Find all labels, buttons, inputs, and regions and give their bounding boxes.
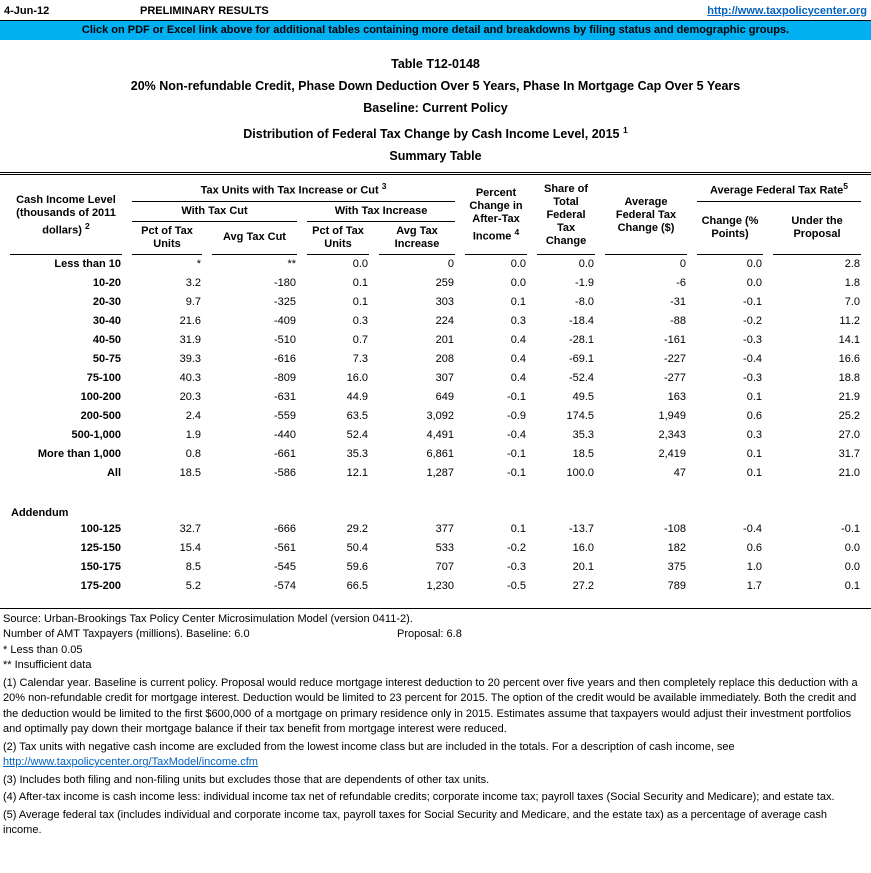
col-header-avg-tax-increase: Avg Tax Increase xyxy=(379,222,455,255)
group-header-avg-fed-tax-rate: Average Federal Tax Rate$^5$ xyxy=(697,177,861,202)
cell: 7.3 xyxy=(352,353,368,366)
cell: -0.9 xyxy=(507,410,527,423)
cell: -69.1 xyxy=(568,353,595,366)
cell: -52.4 xyxy=(568,372,595,385)
cell: -0.4 xyxy=(507,429,527,442)
footnote-link[interactable]: http://www.taxpolicycenter.org/TaxModel/income.cfm xyxy=(3,756,258,769)
cell: -0.3 xyxy=(743,372,763,385)
table-row xyxy=(10,293,861,312)
cell: 0.1 xyxy=(746,448,763,461)
cell: -666 xyxy=(273,523,296,536)
cell: 1.9 xyxy=(185,429,201,442)
amt-taxpayers-line xyxy=(3,627,868,643)
preliminary-results-label: PRELIMINARY RESULTS xyxy=(140,4,269,17)
cell: -0.1 xyxy=(507,391,527,404)
baseline-title: Baseline: Current Policy xyxy=(363,101,508,115)
star-note-2: ** Insufficient data xyxy=(3,659,92,672)
amt-baseline-label: Number of AMT Taxpayers (millions). Baseline: 6.0 xyxy=(3,628,250,641)
cell: 182 xyxy=(667,542,687,555)
cell: 0.1 xyxy=(510,523,527,536)
cell: 6,861 xyxy=(426,448,455,461)
col-header-pct-change-ati: Percent Change in After-Tax Income $^4$ xyxy=(465,177,527,255)
cell: -1.9 xyxy=(575,277,595,290)
cell: 100.0 xyxy=(566,467,595,480)
cell: 27.2 xyxy=(572,580,595,593)
cell: 1,230 xyxy=(426,580,455,593)
cell: 7.0 xyxy=(844,296,861,309)
cell: 0.6 xyxy=(746,542,763,555)
table-row xyxy=(10,558,861,577)
taxpolicycenter-link[interactable]: http://www.taxpolicycenter.org xyxy=(707,4,867,17)
cell: 163 xyxy=(667,391,687,404)
summary-table-title: Summary Table xyxy=(389,149,482,164)
cell: 0.4 xyxy=(510,372,527,385)
cell: 1.0 xyxy=(746,561,763,574)
cell: 39.3 xyxy=(179,353,201,366)
row-label: 500-1,000 xyxy=(71,429,121,442)
table-row xyxy=(10,445,861,464)
cell: 4,491 xyxy=(426,429,455,442)
col-header-cash-income: Cash Income Level (thousands of 2011 dollars) $^2$ xyxy=(10,177,122,255)
title-block xyxy=(0,53,871,167)
summary-table xyxy=(0,177,871,596)
cell: 0 xyxy=(447,258,455,271)
col-header-avg-tax-cut: Avg Tax Cut xyxy=(212,222,297,255)
table-row xyxy=(10,426,861,445)
cell: -0.1 xyxy=(507,448,527,461)
cell: 0.1 xyxy=(352,296,368,309)
cell: -561 xyxy=(273,542,296,555)
cell: -8.0 xyxy=(575,296,595,309)
cell: 1.8 xyxy=(844,277,861,290)
cell: 377 xyxy=(435,523,455,536)
cell: 0.0 xyxy=(746,258,763,271)
cell: 21.6 xyxy=(179,315,201,328)
info-banner xyxy=(0,20,871,40)
cell: -18.4 xyxy=(568,315,595,328)
proposal-title: 20% Non-refundable Credit, Phase Down Deduction Over 5 Years, Phase In Mortgage Cap Over 5 Years xyxy=(130,79,741,93)
cell: 0.6 xyxy=(746,410,763,423)
cell: 208 xyxy=(435,353,455,366)
footer xyxy=(0,609,871,845)
cell: 533 xyxy=(435,542,455,555)
cell: 0.7 xyxy=(352,334,368,347)
cell: 35.3 xyxy=(572,429,595,442)
row-label: 50-75 xyxy=(92,353,121,366)
cell: 31.9 xyxy=(179,334,201,347)
amt-proposal-label: Proposal: 6.8 xyxy=(397,628,462,641)
cell: -325 xyxy=(273,296,296,309)
cell: 44.9 xyxy=(346,391,368,404)
cell: 375 xyxy=(667,561,687,574)
distribution-title: Distribution of Federal Tax Change by Cash Income Level, 2015 $^1$ xyxy=(243,125,628,142)
cell: -0.4 xyxy=(743,353,763,366)
main-rows xyxy=(10,255,861,483)
cell: 16.0 xyxy=(572,542,595,555)
cell: ** xyxy=(287,258,296,271)
cell: -180 xyxy=(273,277,296,290)
cell: -0.5 xyxy=(507,580,527,593)
table-row xyxy=(10,539,861,558)
cell: 0.1 xyxy=(844,580,861,593)
cell: 224 xyxy=(435,315,455,328)
source-line: Source: Urban-Brookings Tax Policy Center Microsimulation Model (version 0411-2). xyxy=(3,612,413,625)
cell: 0.4 xyxy=(510,353,527,366)
cell: 649 xyxy=(435,391,455,404)
cell: 16.6 xyxy=(838,353,861,366)
col-header-share-total: Share of Total Federal Tax Change xyxy=(537,177,595,255)
cell: 16.0 xyxy=(346,372,368,385)
cell: 20.3 xyxy=(179,391,201,404)
cell: 0.0 xyxy=(510,258,527,271)
cell: 12.1 xyxy=(346,467,368,480)
cell: 0.0 xyxy=(844,542,861,555)
cell: 1,287 xyxy=(426,467,455,480)
cell: 2,343 xyxy=(658,429,687,442)
cell: -13.7 xyxy=(568,523,595,536)
cell: 21.0 xyxy=(838,467,861,480)
table-number-title: Table T12-0148 xyxy=(391,57,480,71)
table-row xyxy=(10,350,861,369)
cell: 18.5 xyxy=(179,467,201,480)
cell: 0.3 xyxy=(510,315,527,328)
cell: -227 xyxy=(663,353,687,366)
group-header-with-tax-increase: With Tax Increase xyxy=(307,202,455,222)
star-note-1: * Less than 0.05 xyxy=(3,643,83,656)
cell: 0.3 xyxy=(352,315,368,328)
footnotes xyxy=(3,676,868,839)
cell: 32.7 xyxy=(179,523,201,536)
row-label: 150-175 xyxy=(80,561,121,574)
cell: -0.4 xyxy=(743,523,763,536)
group-header-with-tax-cut: With Tax Cut xyxy=(132,202,297,222)
cell: 40.3 xyxy=(179,372,201,385)
cell: 35.3 xyxy=(346,448,368,461)
row-label: All xyxy=(106,467,121,480)
cell: -545 xyxy=(273,561,296,574)
table-row xyxy=(10,331,861,350)
cell: -631 xyxy=(273,391,296,404)
table-row xyxy=(10,274,861,293)
cell: -574 xyxy=(273,580,296,593)
cell: 14.1 xyxy=(838,334,861,347)
row-label: More than 1,000 xyxy=(37,448,121,461)
cell: 0.1 xyxy=(510,296,527,309)
cell: 2,419 xyxy=(658,448,687,461)
cell: 0.1 xyxy=(352,277,368,290)
cell: 27.0 xyxy=(838,429,861,442)
cell: 66.5 xyxy=(346,580,368,593)
cell: 21.9 xyxy=(838,391,861,404)
cell: -161 xyxy=(663,334,687,347)
table-row xyxy=(10,312,861,331)
top-bar xyxy=(0,0,871,20)
spacer-row xyxy=(10,483,861,500)
cell: 201 xyxy=(435,334,455,347)
cell: -6 xyxy=(676,277,687,290)
cell: -440 xyxy=(273,429,296,442)
cell: 1.7 xyxy=(746,580,763,593)
cell: -28.1 xyxy=(568,334,595,347)
row-label: 20-30 xyxy=(92,296,121,309)
cell: -510 xyxy=(273,334,296,347)
cell: 789 xyxy=(667,580,687,593)
cell: 0.4 xyxy=(510,334,527,347)
table-row xyxy=(10,255,861,274)
cell: -559 xyxy=(273,410,296,423)
cell: 20.1 xyxy=(572,561,595,574)
banner-text: Click on PDF or Excel link above for additional tables containing more detail and breakdowns by filing status and demographic groups. xyxy=(81,24,790,36)
cell: 49.5 xyxy=(572,391,595,404)
footnote: (3) Includes both filing and non-filing units but excludes those that are dependents of other tax units. xyxy=(3,773,490,786)
cell: 3,092 xyxy=(426,410,455,423)
cell: 307 xyxy=(435,372,455,385)
col-header-pct-units-cut: Pct of Tax Units xyxy=(132,222,202,255)
row-label: 100-125 xyxy=(80,523,121,536)
cell: 8.5 xyxy=(185,561,201,574)
cell: 18.5 xyxy=(572,448,595,461)
row-label: 200-500 xyxy=(80,410,121,423)
table-row xyxy=(10,464,861,483)
cell: 259 xyxy=(435,277,455,290)
footnote: (4) After-tax income is cash income less: individual income tax net of refundable credits; corporate income tax; payroll taxes (Social Security and Medicare); and estate tax. xyxy=(3,791,835,804)
cell: -0.3 xyxy=(743,334,763,347)
cell: 15.4 xyxy=(179,542,201,555)
cell: 52.4 xyxy=(346,429,368,442)
row-label: 30-40 xyxy=(92,315,121,328)
cell: -0.3 xyxy=(507,561,527,574)
cell: -809 xyxy=(273,372,296,385)
table-container xyxy=(0,172,871,609)
cell: 50.4 xyxy=(346,542,368,555)
footnote: (2) Tax units with negative cash income are excluded from the lowest income class but are included in the totals. For a description of cash income, see http://www.taxpolicycenter.org/TaxModel/income.cfm xyxy=(3,740,735,769)
cell: 0.1 xyxy=(746,467,763,480)
cell: 31.7 xyxy=(838,448,861,461)
group-header-tax-units: Tax Units with Tax Increase or Cut $^3$ xyxy=(132,177,455,202)
cell: -108 xyxy=(663,523,687,536)
cell: 1,949 xyxy=(658,410,687,423)
cell: 0.0 xyxy=(746,277,763,290)
cell: 11.2 xyxy=(839,315,861,328)
table-row xyxy=(10,577,861,596)
cell: 0.0 xyxy=(352,258,368,271)
cell: 0.0 xyxy=(844,561,861,574)
cell: 707 xyxy=(435,561,455,574)
cell: 0.3 xyxy=(746,429,763,442)
cell: -409 xyxy=(273,315,296,328)
cell: 3.2 xyxy=(185,277,201,290)
cell: 25.2 xyxy=(838,410,861,423)
row-label: 175-200 xyxy=(80,580,121,593)
row-label: 40-50 xyxy=(92,334,121,347)
footnote: (5) Average federal tax (includes individual and corporate income tax, payroll taxes for Social Security and Medicare, and the estate tax) as a percentage of average cash income. xyxy=(3,808,828,837)
addendum-label: Addendum xyxy=(11,506,69,519)
cell: 9.7 xyxy=(185,296,201,309)
addendum-label-row xyxy=(10,500,861,520)
cell: 0 xyxy=(679,258,687,271)
table-row xyxy=(10,388,861,407)
row-label: 125-150 xyxy=(80,542,121,555)
addendum-rows xyxy=(10,483,861,596)
cell: 59.6 xyxy=(346,561,368,574)
cell: -661 xyxy=(273,448,296,461)
cell: 2.4 xyxy=(185,410,201,423)
cell: 18.8 xyxy=(838,372,861,385)
table-row xyxy=(10,520,861,539)
cell: 29.2 xyxy=(346,523,368,536)
cell: 63.5 xyxy=(346,410,368,423)
table-row xyxy=(10,407,861,426)
row-label: 10-20 xyxy=(92,277,121,290)
cell: 5.2 xyxy=(185,580,201,593)
cell: -0.1 xyxy=(743,296,763,309)
col-header-pct-units-inc: Pct of Tax Units xyxy=(307,222,369,255)
cell: 47 xyxy=(673,467,687,480)
col-header-change-points: Change (% Points) xyxy=(697,202,763,255)
cell: -31 xyxy=(670,296,687,309)
row-label: 100-200 xyxy=(80,391,121,404)
cell: -277 xyxy=(663,372,687,385)
cell: -0.1 xyxy=(841,523,861,536)
footnote: (1) Calendar year. Baseline is current policy. Proposal would reduce mortgage interest deduction to 20 percent over five years and then completely replace this deduction with a 20% non-refundable credit for mortgage interest. Deduction would be limited to 23 percent for 2015. The option of the credit would be available immediately. Both the credit and the deduction would be limited to the first $600,000 of a mortgage on primary residence only in 2015. Estimates assume that taxpayers would adjust their investment portfolios and optimally pay down their mortgage balance if their tax benefit from mortgage interest were reduced. xyxy=(3,676,858,736)
cell: * xyxy=(196,258,201,271)
cell: 303 xyxy=(435,296,455,309)
cell: -88 xyxy=(670,315,687,328)
cell: 0.1 xyxy=(746,391,763,404)
cell: 2.8 xyxy=(844,258,861,271)
cell: -0.2 xyxy=(507,542,527,555)
row-label: 75-100 xyxy=(86,372,121,385)
date-label: 4-Jun-12 xyxy=(4,4,50,17)
cell: 174.5 xyxy=(566,410,595,423)
table-row xyxy=(10,369,861,388)
cell: 0.0 xyxy=(510,277,527,290)
cell: -0.2 xyxy=(743,315,763,328)
cell: -586 xyxy=(273,467,296,480)
row-label: Less than 10 xyxy=(54,258,121,271)
col-header-avg-change: Average Federal Tax Change ($) xyxy=(605,177,687,255)
col-header-under-proposal: Under the Proposal xyxy=(773,202,861,255)
cell: 0.0 xyxy=(578,258,595,271)
cell: -616 xyxy=(273,353,296,366)
cell: 0.8 xyxy=(185,448,201,461)
cell: -0.1 xyxy=(507,467,527,480)
